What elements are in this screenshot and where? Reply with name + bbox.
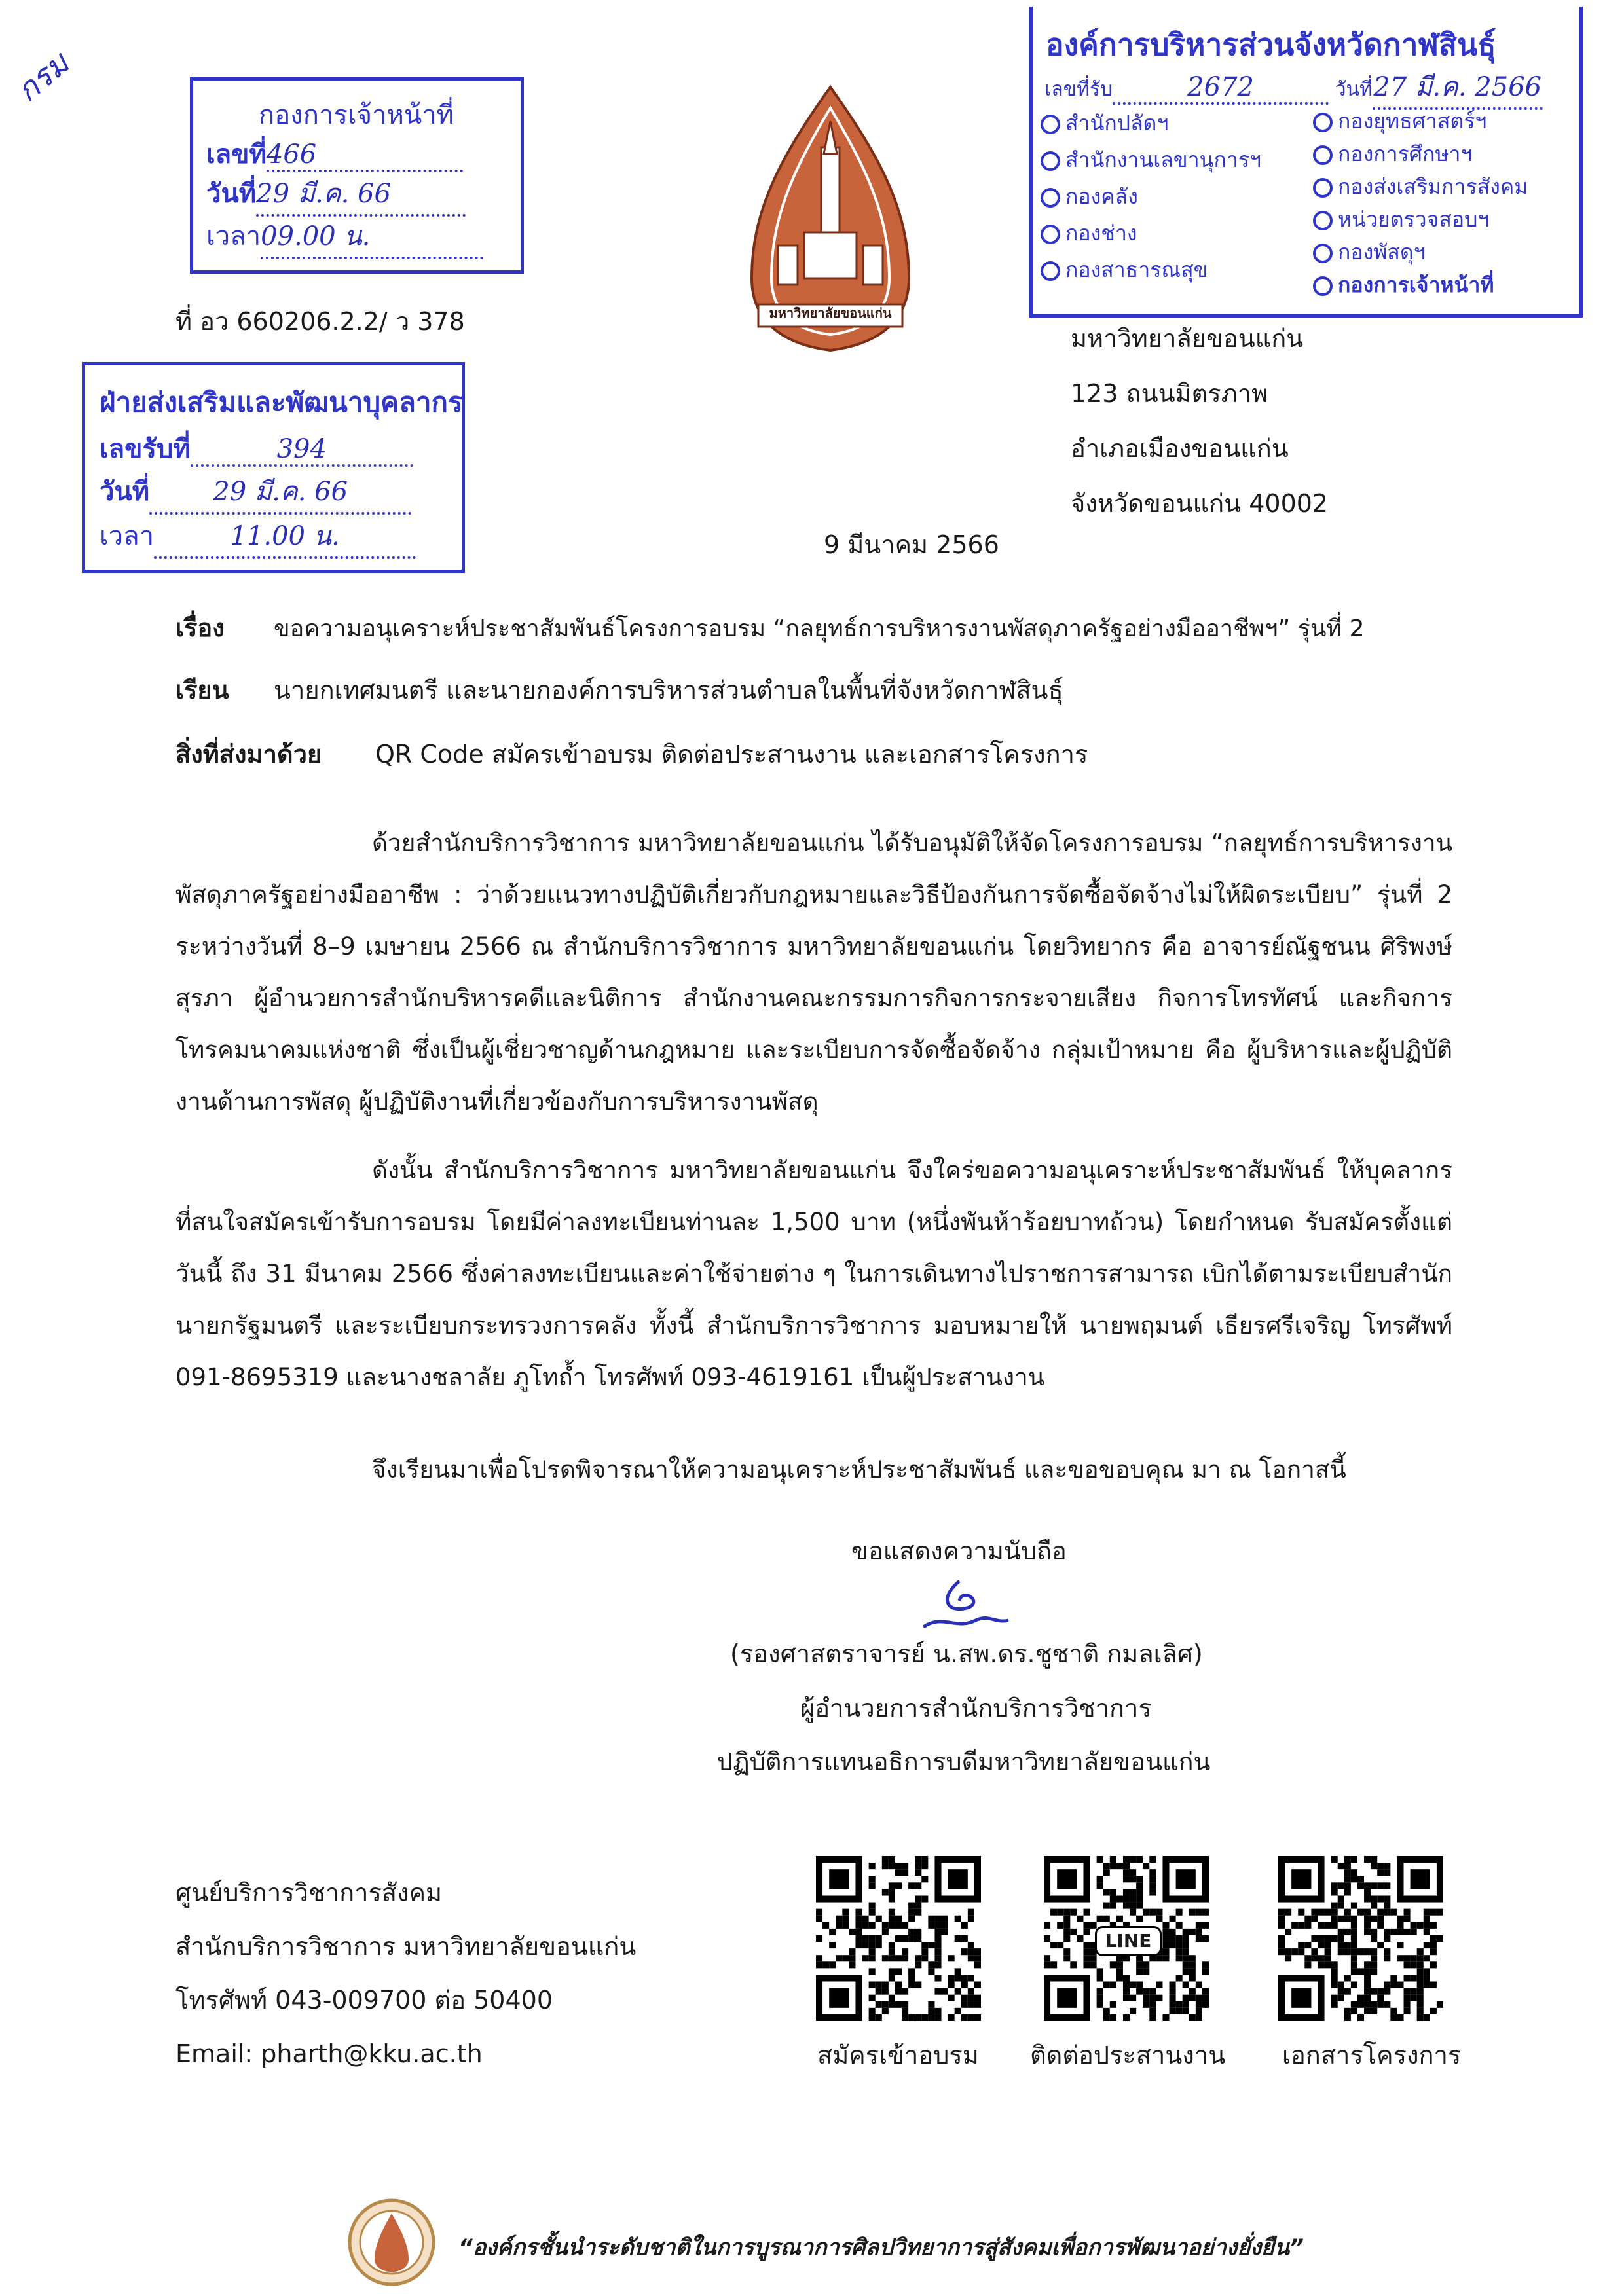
address-line: มหาวิทยาลัยขอนแก่น bbox=[1071, 324, 1304, 353]
qr-pattern-icon bbox=[1278, 1856, 1443, 2021]
stamp-time-value: 11.00 น. bbox=[154, 515, 416, 559]
qr-label-contact: ติดต่อประสานงาน bbox=[1030, 2041, 1226, 2069]
qr-pattern-icon bbox=[816, 1856, 981, 2021]
stamp-time-label: เวลา bbox=[100, 521, 155, 551]
contact-line: โทรศัพท์ 043-009700 ต่อ 50400 bbox=[175, 1986, 553, 2014]
signer-name: (รองศาสตราจารย์ น.สพ.ดร.ชูชาติ กมลเลิศ) bbox=[730, 1639, 1203, 1668]
address-line: อำเภอเมืองขอนแก่น bbox=[1071, 434, 1289, 463]
stamp-list-item: กองส่งเสริมการสังคม bbox=[1338, 174, 1528, 199]
enclosure-text: QR Code สมัครเข้าอบรม ติดต่อประสานงาน และเอกสารโครงการ bbox=[375, 740, 1088, 769]
stamp-personnel-division bbox=[190, 77, 524, 274]
stamp-date-label: วันที่ bbox=[1335, 78, 1373, 101]
checkbox-circle-icon bbox=[1313, 211, 1333, 230]
stamp-title: กองการเจ้าหน้าที่ bbox=[259, 100, 454, 130]
stamp-date-value: 29 มี.ค. 66 bbox=[149, 470, 411, 515]
stamp-no-value: 466 bbox=[267, 139, 463, 172]
signature-image bbox=[897, 1575, 1028, 1640]
stamp-right-list bbox=[1313, 105, 1528, 301]
checkbox-circle-icon bbox=[1313, 244, 1333, 263]
stamp-list-item: กองพัสดุฯ bbox=[1338, 240, 1426, 264]
footer-slogan: “องค์กรชั้นนำระดับชาติในการบูรณาการศิลปวิทยาการสู่สังคมเพื่อการพัฒนาอย่างยั่งยืน” bbox=[458, 2234, 1304, 2261]
qr-label-register: สมัครเข้าอบรม bbox=[817, 2041, 979, 2069]
stamp-date-label: วันที่ bbox=[100, 477, 150, 507]
handwritten-signature-icon bbox=[897, 1575, 1028, 1640]
letter-date: 9 มีนาคม 2566 bbox=[824, 530, 999, 559]
stamp-list-item: สำนักงานเลขานุการฯ bbox=[1065, 147, 1261, 172]
checkbox-circle-icon bbox=[1313, 113, 1333, 132]
contact-line: ศูนย์บริการวิชาการสังคม bbox=[175, 1878, 443, 1907]
address-block bbox=[1071, 311, 1328, 531]
logo-text: มหาวิทยาลัยขอนแก่น bbox=[769, 305, 892, 321]
contact-email: Email: pharth@kku.ac.th bbox=[175, 2039, 483, 2068]
address-line: จังหวัดขอนแก่น 40002 bbox=[1071, 489, 1329, 518]
body-paragraph-2: ดังนั้น สำนักบริการวิชาการ มหาวิทยาลัยขอนแก่น จึงใคร่ขอความอนุเคราะห์ประชาสัมพันธ์ ให้บุคลากรที่สนใจสมัครเข้ารับการอบรม โดยมีค่าลงทะเบียนท่านละ 1,500 บาท (หนึ่งพันห้าร้อยบาทถ้วน) โดยกำหนด รับสมัครตั้งแต่วันนี้ ถึง 31 มีนาคม 2566 ซึ่งค่าลงทะเบียนและค่าใช้จ่ายต่าง ๆ ในการเดินทางไปราชการสามารถ เบิกได้ตามระเบียบสำนักนายกรัฐมนตรี และระเบียบกระทรวงการคลัง ทั้งนี้ สำนักบริการวิชาการ มอบหมายให้ นายพฤมนต์ เธียรศรีเจริญ โทรศัพท์ 091-8695319 และนางชลาลัย ภูโทถ้ำ โทรศัพท์ 093-4619161 เป็นผู้ประสานงาน bbox=[175, 1156, 1452, 1391]
line-logo-label: LINE bbox=[1095, 1926, 1162, 1956]
subject-label: เรื่อง bbox=[175, 613, 225, 642]
checkbox-circle-icon bbox=[1041, 188, 1060, 208]
university-logo bbox=[739, 82, 922, 357]
stamp-recv-value: 2672 bbox=[1113, 72, 1329, 105]
stamp-date-label: วันที่ bbox=[206, 179, 257, 209]
recipient-text: นายกเทศมนตรี และนายกองค์การบริหารส่วนตำบลในพื้นที่จังหวัดกาฬสินธุ์ bbox=[274, 676, 1063, 704]
footer-seal bbox=[346, 2196, 437, 2288]
stamp-date-value: 29 มี.ค. 66 bbox=[256, 172, 466, 217]
checkbox-circle-icon bbox=[1041, 225, 1060, 244]
enclosure-label: สิ่งที่ส่งมาด้วย bbox=[175, 740, 322, 769]
reference-number: ที่ อว 660206.2.2/ ว 378 bbox=[175, 307, 465, 336]
stamp-hr-development bbox=[82, 362, 465, 573]
stamp-left-list bbox=[1041, 105, 1261, 288]
stamp-time-label: เวลา bbox=[206, 221, 261, 251]
qr-label-documents: เอกสารโครงการ bbox=[1282, 2041, 1462, 2069]
closing-text: ขอแสดงความนับถือ bbox=[851, 1537, 1067, 1565]
checkbox-circle-icon bbox=[1313, 276, 1333, 296]
checkbox-circle-icon bbox=[1313, 145, 1333, 165]
stamp-recv-label: เลขรับที่ bbox=[100, 434, 191, 464]
body-paragraph-1: ด้วยสำนักบริการวิชาการ มหาวิทยาลัยขอนแก่น ได้รับอนุมัติให้จัดโครงการอบรม “กลยุทธ์การบริหารงานพัสดุภาครัฐอย่างมืออาชีพ : ว่าด้วยแนวทางปฏิบัติเกี่ยวกับกฎหมายและวิธีป้องกันการจัดซื้อจัดจ้างไม่ให้ผิดระเบียบ” รุ่นที่ 2 ระหว่างวันที่ 8–9 เมษายน 2566 ณ สำนักบริการวิชาการ มหาวิทยาลัยขอนแก่น โดยวิทยากร คือ อาจารย์ณัฐชนน ศิริพงษ์สุรภา ผู้อำนวยการสำนักบริหารคดีและนิติการ สำนักงานคณะกรรมการกิจการกระจายเสียง กิจการโทรทัศน์ และกิจการโทรคมนาคมแห่งชาติ ซึ่งเป็นผู้เชี่ยวชาญด้านกฎหมาย และระเบียบการจัดซื้อจัดจ้าง กลุ่มเป้าหมาย คือ ผู้บริหารและผู้ปฏิบัติงานด้านการพัสดุ ผู้ปฏิบัติงานที่เกี่ยวข้องกับการบริหารงานพัสดุ bbox=[175, 829, 1452, 1116]
stamp-title: องค์การบริหารส่วนจังหวัดกาฬสินธุ์ bbox=[1046, 27, 1496, 62]
recipient-label: เรียน bbox=[175, 676, 229, 704]
footer-contact bbox=[175, 1866, 636, 2081]
checkbox-circle-icon bbox=[1041, 151, 1060, 171]
checkbox-circle-icon bbox=[1313, 178, 1333, 198]
stamp-list-item: หน่วยตรวจสอบฯ bbox=[1338, 207, 1490, 232]
stamp-list-item: กองสาธารณสุข bbox=[1065, 257, 1208, 282]
signer-title-acting: ปฏิบัติการแทนอธิการบดีมหาวิทยาลัยขอนแก่น bbox=[717, 1747, 1211, 1776]
stamp-no-label: เลขที่ bbox=[206, 139, 267, 170]
subject-text: ขอความอนุเคราะห์ประชาสัมพันธ์โครงการอบรม “กลยุทธ์การบริหารงานพัสดุภาครัฐอย่างมืออาชีพฯ” รุ่นที่ 2 bbox=[274, 615, 1365, 642]
qr-code-documents[interactable] bbox=[1278, 1856, 1443, 2021]
stamp-list-item: กองการเจ้าหน้าที่ bbox=[1338, 272, 1494, 297]
stamp-recv-value: 394 bbox=[191, 434, 413, 467]
stamp-recv-label: เลขที่รับ bbox=[1044, 78, 1113, 101]
checkbox-circle-icon bbox=[1041, 115, 1060, 134]
stamp-list-item: กองการศึกษาฯ bbox=[1338, 141, 1473, 166]
stamp-list-item: สำนักปลัดฯ bbox=[1065, 111, 1169, 136]
body-paragraph-3: จึงเรียนมาเพื่อโปรดพิจารณาให้ความอนุเคราะห์ประชาสัมพันธ์ และขอขอบคุณ มา ณ โอกาสนี้ bbox=[372, 1455, 1346, 1484]
university-seal-icon bbox=[346, 2196, 437, 2288]
contact-line: สำนักบริการวิชาการ มหาวิทยาลัยขอนแก่น bbox=[175, 1932, 637, 1961]
stamp-provincial-admin bbox=[1029, 7, 1583, 318]
checkbox-circle-icon bbox=[1041, 261, 1060, 281]
signer-title: ผู้อำนวยการสำนักบริการวิชาการ bbox=[800, 1694, 1152, 1722]
handwritten-corner-mark: กรม bbox=[9, 45, 77, 110]
stamp-list-item: กองช่าง bbox=[1065, 221, 1137, 246]
qr-code-register[interactable] bbox=[816, 1856, 981, 2021]
stamp-title: ฝ่ายส่งเสริมและพัฒนาบุคลากร bbox=[100, 386, 463, 418]
address-line: 123 ถนนมิตรภาพ bbox=[1071, 379, 1268, 408]
stamp-time-value: 09.00 น. bbox=[261, 215, 483, 259]
stamp-list-item: กองยุทธศาสตร์ฯ bbox=[1338, 109, 1487, 134]
stamp-date-value: 27 มี.ค. 2566 bbox=[1373, 65, 1543, 110]
stamp-list-item: กองคลัง bbox=[1065, 184, 1138, 209]
